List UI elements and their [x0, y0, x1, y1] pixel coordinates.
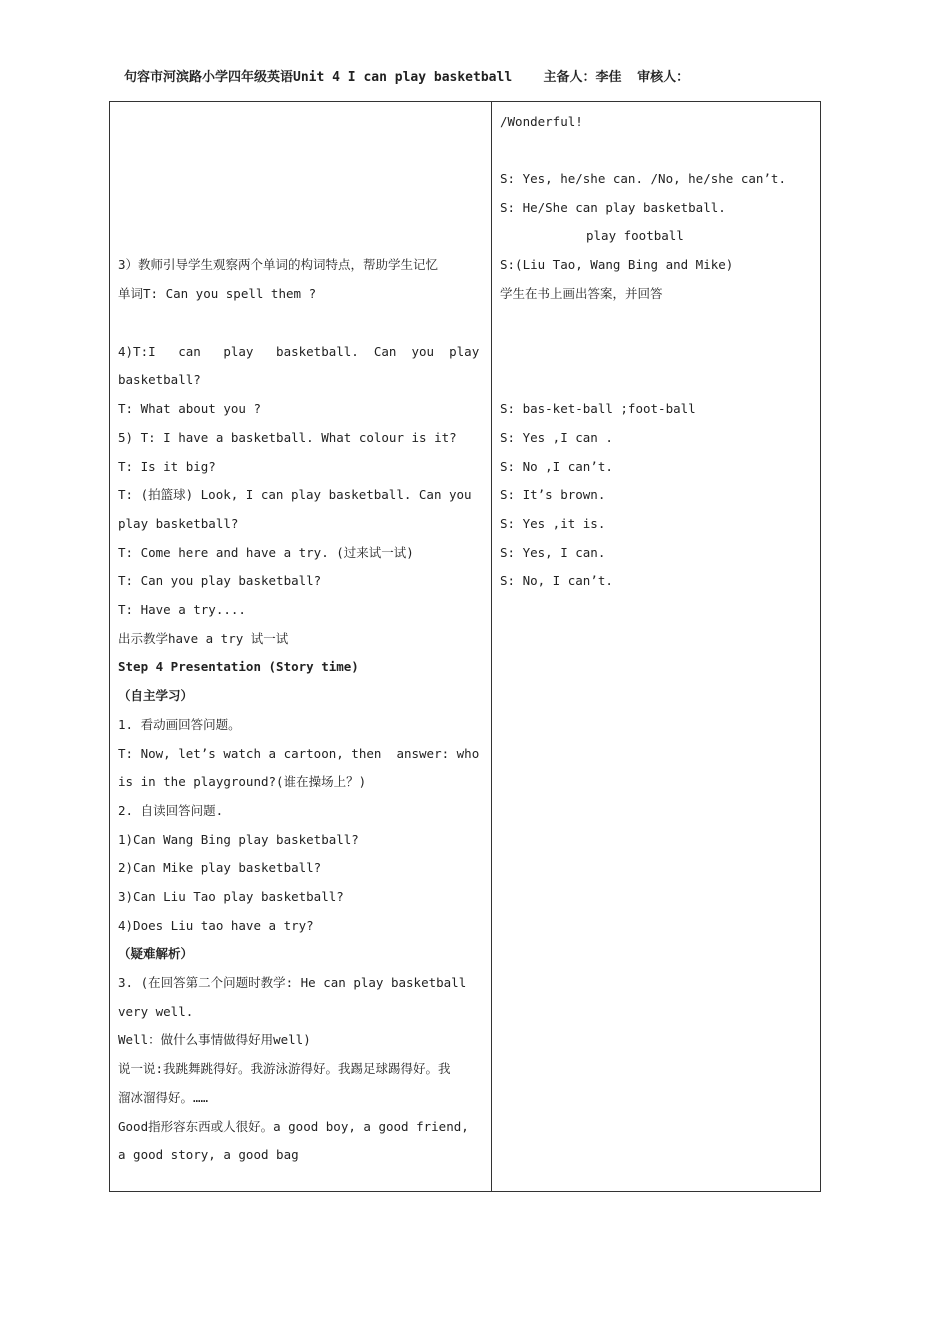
- left-line: T: Can you play basketball?: [118, 573, 322, 588]
- left-line: is in the playground?(谁在操场上？): [118, 774, 367, 789]
- right-line: S: It’s brown.: [500, 487, 606, 502]
- left-line: 说一说:我跳舞跳得好。我游泳游得好。我踢足球踢得好。我: [118, 1061, 451, 1076]
- left-line: Well：做什么事情做得好用well): [118, 1032, 311, 1047]
- left-line: 3. (在回答第二个问题时教学: He can play basketball: [118, 975, 467, 990]
- right-line: S: No, I can’t.: [500, 573, 613, 588]
- left-line: T: Now, let’s watch a cartoon, then answer: who: [118, 746, 480, 761]
- left-line: a good story, a good bag: [118, 1147, 299, 1162]
- column-divider: [491, 102, 492, 1191]
- right-line: S: Yes ,it is.: [500, 516, 606, 531]
- left-line: 5) T: I have a basketball. What colour is it?: [118, 430, 457, 445]
- left-line: T: Come here and have a try. (过来试一试): [118, 545, 414, 560]
- left-line: 4)Does Liu tao have a try?: [118, 918, 314, 933]
- left-line: T: Have a try....: [118, 602, 246, 617]
- left-line: 溜冰溜得好。……: [118, 1090, 209, 1105]
- left-line: 2)Can Mike play basketball?: [118, 860, 322, 875]
- right-line: S: bas-ket-ball ;foot-ball: [500, 401, 696, 416]
- left-line: 2. 自读回答问题.: [118, 803, 224, 818]
- left-line: T: (拍篮球) Look, I can play basketball. Can you: [118, 487, 472, 502]
- right-line: S: He/She can play basketball.: [500, 200, 726, 215]
- right-line: play football: [586, 228, 684, 243]
- left-line: 1)Can Wang Bing play basketball?: [118, 832, 359, 847]
- right-line: 学生在书上画出答案，并回答: [500, 286, 663, 301]
- right-line: S: Yes, I can.: [500, 545, 606, 560]
- left-line: T: What about you ?: [118, 401, 261, 416]
- right-line: S: No ,I can’t.: [500, 459, 613, 474]
- left-line: 1. 看动画回答问题。: [118, 717, 241, 732]
- left-line: 3）教师引导学生观察两个单词的构词特点，帮助学生记忆: [118, 257, 439, 272]
- page-header: 句容市河滨路小学四年级英语Unit 4 I can play basketball 主备人：李佳 审核人：: [124, 70, 690, 85]
- left-line: Good指形容东西或人很好。a good boy, a good friend,: [118, 1119, 469, 1134]
- left-line: basketball?: [118, 372, 201, 387]
- left-line: T: Is it big?: [118, 459, 216, 474]
- step-heading: Step 4 Presentation (Story time): [118, 659, 359, 674]
- lesson-table: [109, 101, 821, 1192]
- left-line: 出示教学have a try 试一试: [118, 631, 289, 646]
- left-line: play basketball?: [118, 516, 239, 531]
- right-line: S: Yes ,I can .: [500, 430, 613, 445]
- left-line: 4)T:I can play basketball. Can you play: [118, 344, 480, 359]
- left-line: very well.: [118, 1004, 194, 1019]
- right-line: S: Yes, he/she can. /No, he/she can’t.: [500, 171, 786, 186]
- section-heading: （自主学习）: [118, 688, 194, 703]
- left-line: 3)Can Liu Tao play basketball?: [118, 889, 344, 904]
- right-line: /Wonderful!: [500, 114, 583, 129]
- section-heading: （疑难解析）: [118, 946, 194, 961]
- right-line: S:(Liu Tao, Wang Bing and Mike): [500, 257, 734, 272]
- left-line: 单词T: Can you spell them ?: [118, 286, 317, 301]
